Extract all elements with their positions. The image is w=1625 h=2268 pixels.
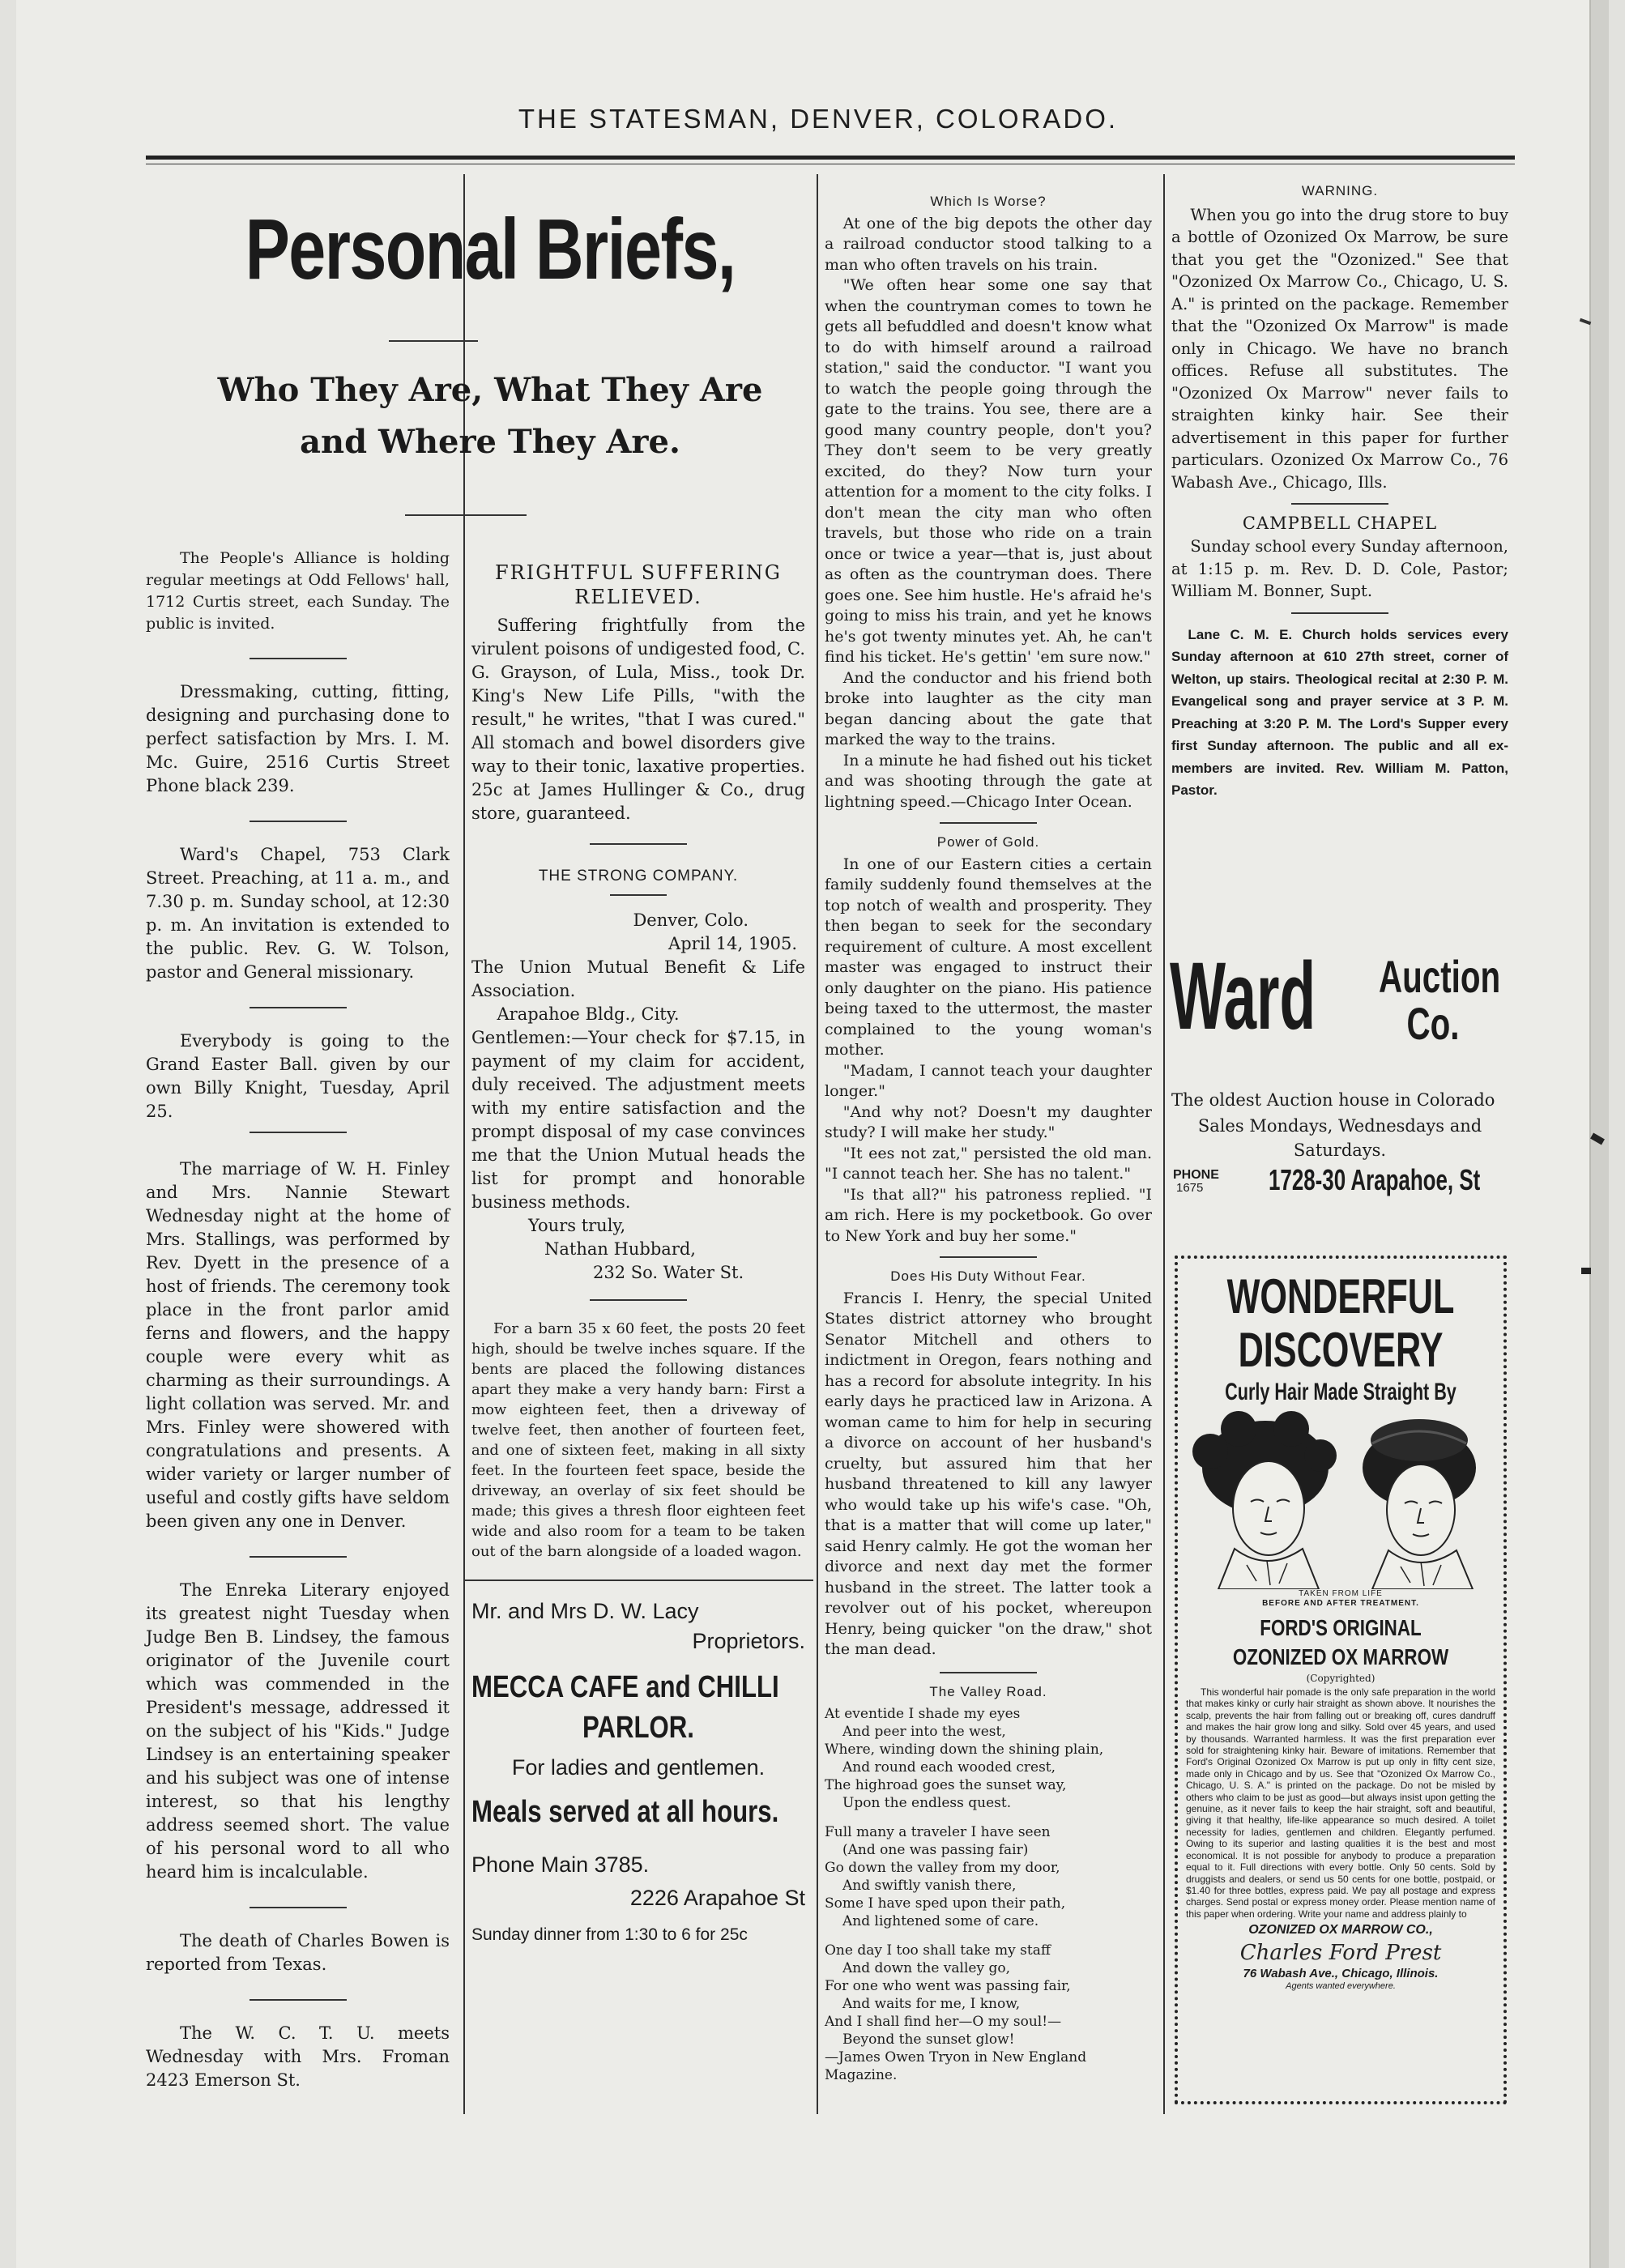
poem-line: Go down the valley from my door, <box>825 1860 1060 1876</box>
article-body: "Madam, I cannot teach your daughter longer." <box>825 1061 1152 1100</box>
brief-wards-chapel: Ward's Chapel, 753 Clark Street. Preaching, at 11 a. m., and 7.30 p. m. Sunday school, at 12:30 p. m. An invitation is extended to the public. Rev. G. W. Tolson, pastor and General missionary. <box>146 845 450 982</box>
column-2 <box>471 561 805 1949</box>
ward-desc: The oldest Auction house in Colorado <box>1171 1090 1495 1110</box>
poem-line: For one who went was passing fair, <box>825 1978 1071 1994</box>
church-notice: Lane C. M. E. Church holds services every Sunday afternoon at 610 27th street, corner of Welton, up stairs. Theological recital at 2:30 P. M. Evangelical song and prayer service at 3 P. M. Preaching at 3:20 P. M. The Lord's Supper every first Sunday afternoon. The public and all ex-members are invited. Rev. William M. Patton, Pastor. <box>1171 626 1508 798</box>
ad-cafe-name: MECCA CAFE and CHILLI <box>471 1670 779 1704</box>
article-body: "It ees not zat," persisted the old man. "I cannot teach her. She has no talent." <box>825 1144 1152 1183</box>
letter-signature-address: 232 So. Water St. <box>593 1263 744 1282</box>
signature: Charles Ford Prest <box>1239 1941 1442 1966</box>
separator <box>250 1556 347 1558</box>
headline-rule <box>389 340 478 342</box>
masthead-rule <box>146 156 1515 160</box>
letter-place: Denver, Colo. <box>633 910 749 930</box>
ward-sales: Sales Mondays, Wednesdays and Saturdays. <box>1197 1116 1482 1160</box>
article-body: For a barn 35 x 60 feet, the posts 20 feet high, should be twelve inches square. If the bents are placed the following distances apart they make a very handy barn: First a mow eighteen feet, then a driveway of twelve feet, then another of fourteen feet, and one of sixteen feet, making in all sixty feet. In the fourteen feet space, beside the driveway, an overlay of six feet should be made; this gives a thresh floor eighteen feet wide and also room for a team to be taken out of the barn alongside of a loaded wagon. <box>471 1320 805 1560</box>
headline: Personal Briefs, <box>245 202 736 297</box>
poem-line: At eventide I shade my eyes <box>825 1706 1021 1722</box>
ad-wonderful: WONDERFUL <box>1226 1269 1455 1324</box>
separator <box>250 658 347 659</box>
ad-cafe-address: 2226 Arapahoe St <box>629 1886 805 1910</box>
poem-line: (And one was passing fair) <box>842 1842 1029 1858</box>
separator <box>590 843 687 845</box>
company-name: OZONIZED OX MARROW CO., <box>1248 1923 1433 1938</box>
column-4 <box>1171 180 1508 802</box>
ward-phone-label: PHONE <box>1173 1168 1219 1182</box>
poem-line: And peer into the west, <box>842 1724 1006 1740</box>
poem-line: And waits for me, I know, <box>842 1996 1021 2012</box>
column-divider <box>1163 174 1165 2114</box>
ad-cafe-phone: Phone Main 3785. <box>471 1852 650 1877</box>
article-heading: Power of Gold. <box>936 834 1040 850</box>
brief-literary: The Enreka Literary enjoyed its greatest night Tuesday when Judge Ben B. Lindsey, the famous originator of the Juvenile court which was commended in the President's message, addressed it on the subject of his "Kids." Judge Lindsey is an entertaining speaker and his subject was one of intense interest, so that his lengthy address seemed short. The value of his personal word to all who heard him is incalculable. <box>146 1580 450 1882</box>
ad-proprietors: Proprietors. <box>692 1629 805 1653</box>
letter-body: Gentlemen:—Your check for $7.15, in payment of my claim for accident, duly received. The adjustment meets with my entire satisfaction and the prompt disposal of my case convinces me that the Union Mutual heads the list for prompt and honorable business methods. <box>471 1028 805 1212</box>
letter-signature: Nathan Hubbard, <box>544 1239 696 1259</box>
separator <box>250 1007 347 1008</box>
letter-recipient: The Union Mutual Benefit & Life Association. <box>471 957 805 1000</box>
poem-line: The highroad goes the sunset way, <box>825 1777 1067 1793</box>
scan-mark <box>1581 1268 1591 1274</box>
photo-caption: TAKEN FROM LIFE <box>1299 1589 1383 1598</box>
poem-line: One day I too shall take my staff <box>825 1942 1051 1959</box>
ad-proprietors-name: Mr. and Mrs D. W. Lacy <box>471 1599 699 1623</box>
poem <box>825 1705 1152 2084</box>
ward-auction-ad <box>1171 944 1508 1227</box>
photo-caption-2: BEFORE AND AFTER TREATMENT. <box>1262 1599 1419 1608</box>
poem-stanza-break <box>825 1930 1152 1942</box>
ad-cafe-parlor: PARLOR. <box>582 1711 694 1745</box>
ward-name: Ward <box>1170 943 1316 1050</box>
article-body: "We often hear some one say that when the countryman comes to town he gets all befuddled and doesn't know what to do with himself around a railroad station," said the conductor. "I want you to watch the people going through the gate to the trains. You see, there are a good many country people, don't you? They don't seem to be very greatly excited, do they? Now turn your attention for a moment to the city folks. I don't mean the city man who often travels, but those who ride on a train once or twice a year—that is, just about as often as the countryman does. There goes one. See him hustle. He's afraid he's going to miss his train, and yet he knows he's got twenty minutes yet. Ah, he can't find his ticket. He's gettin' 'em sure now." <box>825 276 1152 666</box>
poem-line: And swiftly vanish there, <box>842 1878 1017 1894</box>
agents-note: Agents wanted everywhere. <box>1286 1981 1396 1992</box>
copyright-note: (Copyrighted) <box>1306 1673 1375 1684</box>
brand-line-1: FORD'S ORIGINAL <box>1260 1615 1422 1640</box>
article-body: Francis I. Henry, the special United States district attorney who brought Senator Mitchell and others to indictment in Oregon, fears nothing and has a record for absolute integrity. In his early days he practiced law in Arizona. A woman came to him for help in securing a divorce on account of her husband's cruelty, but assured him that her husband threatened to kill any lawyer who would take up his wife's case. "Oh, that is a matter that will come up later," said Henry calmly. He got the woman her divorce and next day met the former husband in the street. The latter took a revolver out of his pocket, whereupon Henry, being quicker "on the draw," shot the man dead. <box>825 1289 1152 1658</box>
poem-line: Some I have sped upon their path, <box>825 1895 1066 1912</box>
article-body: "Is that all?" his patroness replied. "I am rich. Here is my pocketbook. Go over to New York and buy her some." <box>825 1185 1152 1245</box>
subheadline-line-1: Who They Are, What They Are <box>217 371 763 409</box>
letter-address: Arapahoe Bldg., City. <box>497 1004 680 1024</box>
poem-line: Full many a traveler I have seen <box>825 1824 1051 1840</box>
poem-line: And lightened some of care. <box>842 1913 1039 1929</box>
poem-line: And down the valley go, <box>842 1960 1010 1976</box>
separator <box>1291 612 1388 614</box>
ward-auction: Auction <box>1379 951 1501 1002</box>
letter-closing: Yours truly, <box>528 1216 626 1235</box>
article-heading: FRIGHTFUL SUFFERING RELIEVED. <box>495 561 782 608</box>
subheadline <box>146 364 834 468</box>
article-body: "And why not? Doesn't my daughter study? I will make her study." <box>825 1102 1152 1141</box>
brief-dressmaking: Dressmaking, cutting, fitting, designing and purchasing done to perfect satisfaction by Mrs. I. M. Mc. Guire, 2516 Curtis Street Phone black 239. <box>146 682 450 795</box>
separator <box>250 1907 347 1908</box>
poem-line: And I shall find her—O my soul!— <box>825 2014 1062 2030</box>
article-heading: WARNING. <box>1301 183 1379 198</box>
article-heading: Does His Duty Without Fear. <box>890 1268 1086 1284</box>
poem-heading: The Valley Road. <box>929 1683 1047 1699</box>
ad-discovery: DISCOVERY <box>1238 1323 1444 1377</box>
separator <box>610 894 667 896</box>
poem-attribution: —James Owen Tryon in New England Magazine. <box>825 2049 1087 2083</box>
poem-line: Beyond the sunset glow! <box>842 2031 1015 2048</box>
portrait-before-icon <box>1192 1411 1337 1589</box>
before-after-portraits <box>1178 1411 1503 1589</box>
ad-cafe-hours: Meals served at all hours. <box>471 1795 779 1829</box>
chapel-body: Sunday school every Sunday afternoon, at 1:15 p. m. Rev. D. D. Cole, Pastor; William M. Bonner, Supt. <box>1171 537 1508 600</box>
subheadline-rule <box>405 514 527 516</box>
ox-marrow-ad <box>1175 1256 1507 2104</box>
separator <box>1291 503 1388 505</box>
separator <box>940 822 1037 824</box>
section-rule <box>463 1580 813 1581</box>
separator <box>940 1256 1037 1258</box>
letter-date: April 14, 1905. <box>668 934 797 953</box>
masthead: THE STATESMAN, DENVER, COLORADO. <box>518 104 1119 134</box>
article-body: And the conductor and his friend both broke into laughter as the city man began dancing about the gate that marked the way to the trains. <box>825 668 1152 748</box>
poem-line: And round each wooded crest, <box>842 1759 1056 1776</box>
ward-co: Co. <box>1406 998 1460 1049</box>
ad-cafe-tagline: For ladies and gentlemen. <box>511 1755 766 1780</box>
brief-marriage: The marriage of W. H. Finley and Mrs. Nannie Stewart Wednesday night at the home of Mrs. Stallings, was performed by Rev. Dyett in the presence of a host of friends. The ceremony took place in the front parlor amid ferns and flowers, and the happy couple were every whit as charming as their surroundings. A light collation was served. Mr. and Mrs. Finley were showered with congratulations and presents. A wider variety or larger number of useful and costly gifts have seldom been given any one in Denver. <box>146 1159 450 1531</box>
column-1 <box>146 548 450 2092</box>
article-body: In a minute he had fished out his ticket and was shooting through the gate at lightning speed.—Chicago Inter Ocean. <box>825 751 1152 811</box>
brief-death: The death of Charles Bowen is reported from Texas. <box>146 1931 450 1974</box>
article-body: At one of the big depots the other day a railroad conductor stood talking to a man who often travels on his train. <box>825 214 1152 274</box>
company-address: 76 Wabash Ave., Chicago, Illinois. <box>1243 1967 1439 1981</box>
separator <box>590 1299 687 1301</box>
product-description: This wonderful hair pomade is the only safe preparation in the world that makes kinky or curly hair straight as shown above. It nourishes the scalp, prevents the hair from falling out or breaking off, cures dandruff and makes the hair grow long and silky. Sold over 45 years, and used by thousands. Warranted harmless. It was the first preparation ever sold for straightening kinky hair. Beware of imitations. Remember that Ford's Original Ozonized Ox Marrow is put up only in fifty cent size, made only in Chicago and by us. See that "Ozonized Ox Marrow Co., Chicago, U. S. A." is printed on the package. Do not be misled by others who claim to be just as good—but always insist upon getting the genuine, as it never fails to keep the hair straight, soft and beautiful, giving it that healthy, life-like appearance so much desired. A toilet necessity for ladies, gentlemen and children. Elegantly perfumed. Owing to its superior and lasting qualities it is the best and most economical. It is not possible for anybody to produce a preparation equal to it. Full directions with every bottle. Only 50 cents. Sold by druggists and dealers, or send us 50 cents for one bottle, postpaid, or $1.40 for three bottles, express paid. We pay all postage and express charges. Send postal or express money order. Please mention name of this paper when ordering. Write your name and address plainly to <box>1186 1686 1495 1920</box>
brand-line-2: OZONIZED OX MARROW <box>1232 1644 1449 1669</box>
brief-wctu: The W. C. T. U. meets Wednesday with Mrs. Froman 2423 Emerson St. <box>146 2023 450 2090</box>
ward-address: 1728-30 Arapahoe, St <box>1269 1163 1481 1196</box>
separator <box>250 1999 347 2001</box>
warning-body: When you go into the drug store to buy a bottle of Ozonized Ox Marrow, be sure that you get the "Ozonized." See that "Ozonized Ox Marrow Co., Chicago, U. S. A." is printed on the package. Remember that the "Ozonized Ox Marrow" is made only in Chicago. We have no branch offices. Refuse all substitutes. The "Ozonized Ox Marrow" never fails to straighten kinky hair. See their advertisement in this paper for further particulars. Ozonized Ox Marrow Co., 76 Wabash Ave., Chicago, Ills. <box>1171 205 1508 492</box>
column-3 <box>825 191 1152 2084</box>
article-heading: CAMPBELL CHAPEL <box>1242 514 1438 533</box>
poem-stanza-break <box>825 1812 1152 1823</box>
article-heading: THE STRONG COMPANY. <box>538 868 739 885</box>
ward-phone-number: 1675 <box>1176 1181 1204 1195</box>
newspaper-page <box>16 0 1609 2268</box>
poem-line: Where, winding down the shining plain, <box>825 1742 1104 1758</box>
subheadline-line-2: and Where They Are. <box>300 423 680 461</box>
separator <box>250 1132 347 1133</box>
article-body: Suffering frightfully from the virulent poisons of undigested food, C. G. Grayson, of Lula, Miss., took Dr. King's New Life Pills, "with the result," he writes, "that I was cured." All stomach and bowel disorders give way to their tonic, laxative properties. 25c at James Hullinger & Co., drug store, guaranteed. <box>471 616 805 823</box>
article-heading: Which Is Worse? <box>930 194 1047 209</box>
article-body: In one of our Eastern cities a certain family suddenly found themselves at the top notch of wealth and prosperity. They then began to seek for the secondary requirement of culture. A most excellent master was engaged to instruct their only daughter on the piano. His patience being taxed to the uttermost, the master complained to the young woman's mother. <box>825 855 1152 1059</box>
separator <box>250 821 347 822</box>
brief-easter-ball: Everybody is going to the Grand Easter Ball. given by our own Billy Knight, Tuesday, April 25. <box>146 1031 450 1121</box>
portrait-after-icon <box>1363 1419 1476 1589</box>
poem-line: Upon the endless quest. <box>842 1795 1012 1811</box>
brief-alliance: The People's Alliance is holding regular meetings at Odd Fellows' hall, 1712 Curtis street, each Sunday. The public is invited. <box>146 549 450 633</box>
ad-cafe-sunday: Sunday dinner from 1:30 to 6 for 25c <box>471 1925 748 1944</box>
ad-tagline: Curly Hair Made Straight By <box>1225 1379 1457 1405</box>
separator <box>940 1672 1037 1673</box>
